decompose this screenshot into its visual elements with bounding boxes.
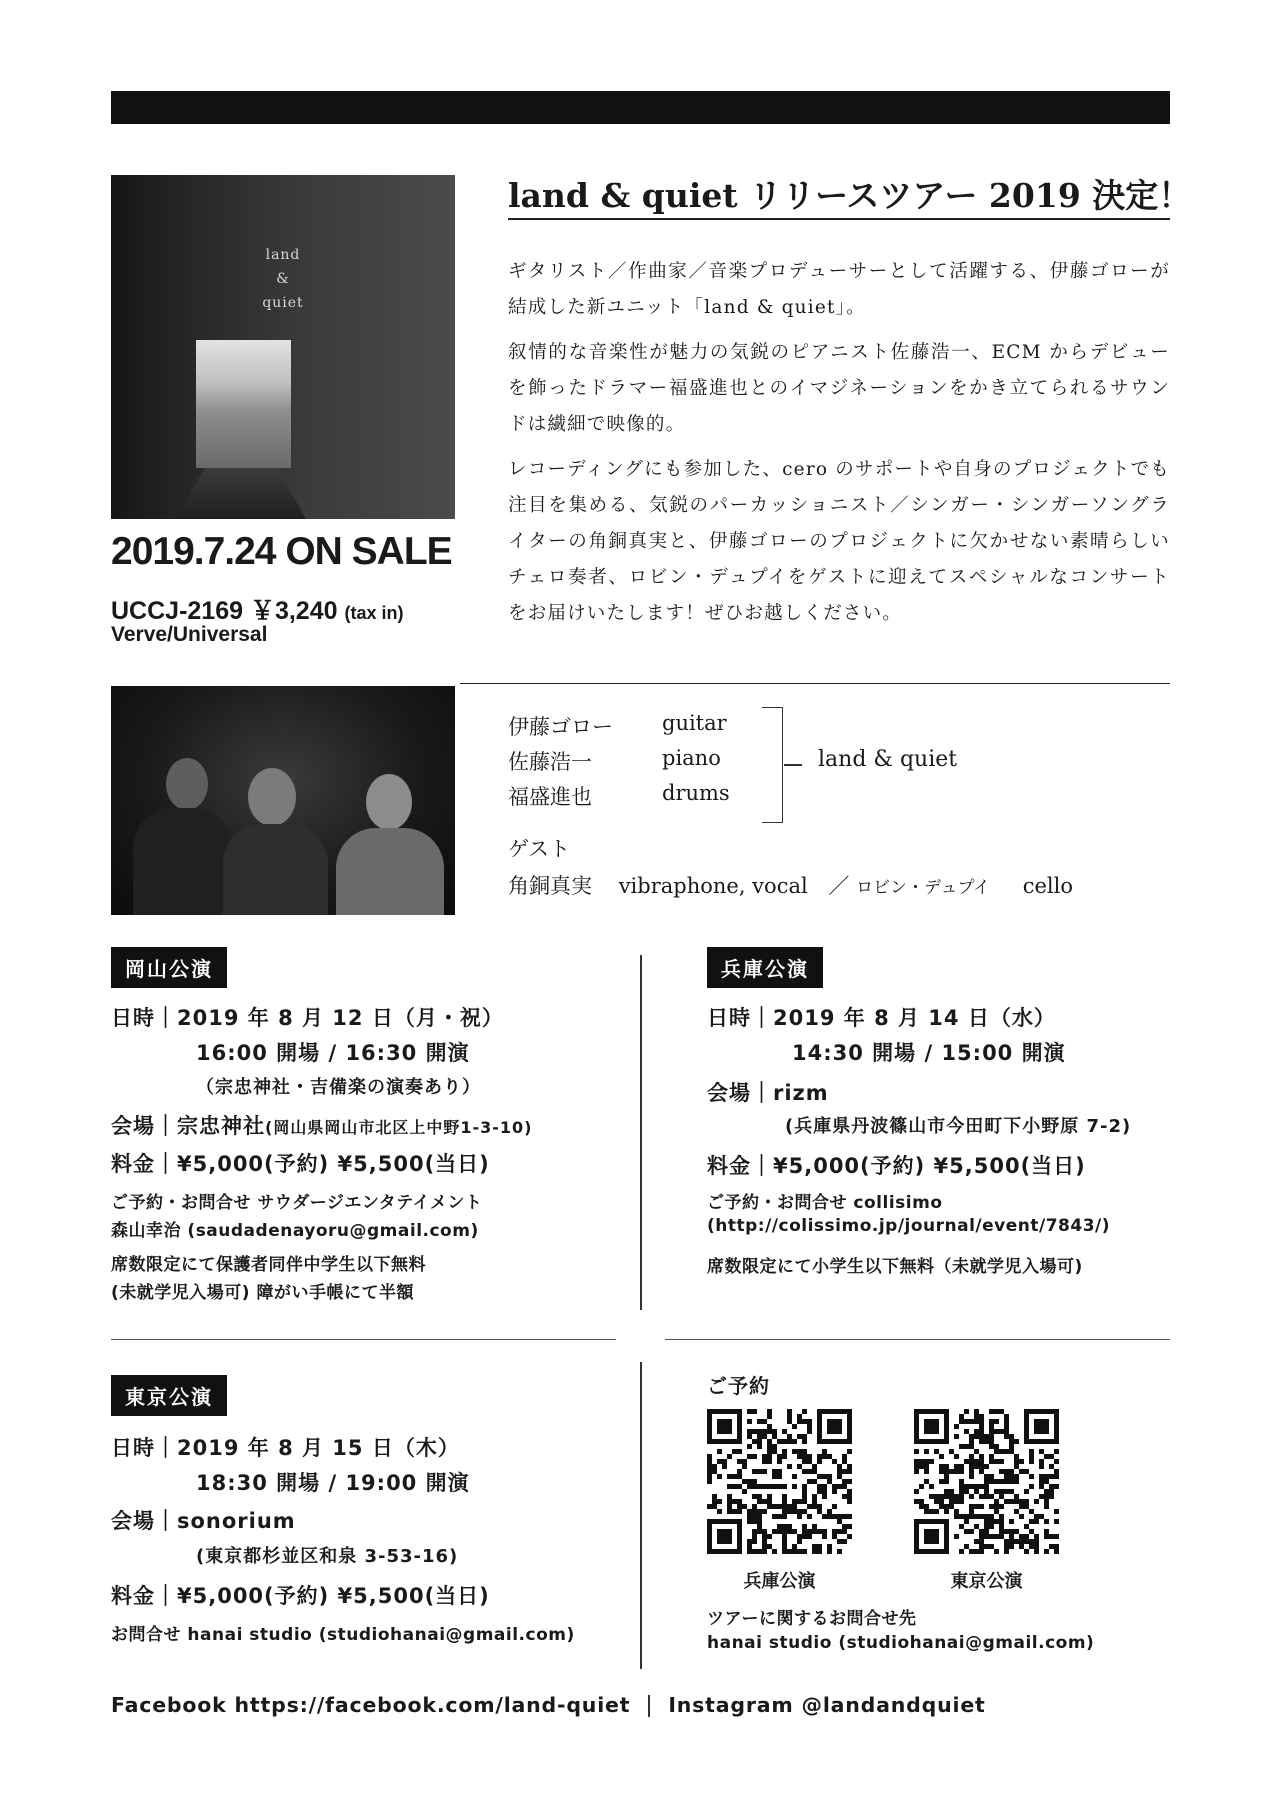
reservation-title: ご予約 xyxy=(707,1374,770,1398)
member-photo-3-body xyxy=(336,828,444,915)
okayama-venue-row xyxy=(111,1110,532,1140)
tokyo-price: ¥5,000(予約) ¥5,500(当日) xyxy=(177,1584,490,1608)
tokyo-contact: お問合せ hanai studio (studiohanai@gmail.com) xyxy=(111,1625,575,1645)
guest-2-name: ロビン・デュプイ xyxy=(856,878,991,898)
cover-title-amp: & xyxy=(276,271,290,287)
tour-contact-title: ツアーに関するお問合せ先 xyxy=(707,1609,917,1629)
top-black-bar xyxy=(111,91,1170,124)
release-tax: (tax in) xyxy=(344,603,404,623)
hyogo-date: 2019 年 8 月 14 日（水） xyxy=(773,1006,1056,1030)
okayama-contact-title: ご予約・お問合せ サウダージエンタテイメント xyxy=(111,1193,483,1213)
release-date: 2019.7.24 ON SALE xyxy=(111,530,452,573)
tokyo-venue-row xyxy=(111,1505,296,1535)
okayama-date-label: 日時｜ xyxy=(111,1006,177,1030)
tokyo-tag: 東京公演 xyxy=(111,1375,227,1416)
qr-code-hyogo[interactable] xyxy=(707,1409,852,1554)
intro-paragraph-1: ギタリスト／作曲家／音楽プロデューサーとして活躍する、伊藤ゴローが結成した新ユニット「land & quiet」。 xyxy=(508,261,1170,318)
tokyo-date: 2019 年 8 月 15 日（木） xyxy=(177,1436,460,1460)
tokyo-date-label: 日時｜ xyxy=(111,1436,177,1460)
cover-doorway-image xyxy=(196,340,291,468)
section-separator xyxy=(460,683,1170,684)
hyogo-time: 14:30 開場 / 15:00 開演 xyxy=(792,1041,1066,1065)
guest-1-name: 角銅真実 xyxy=(508,874,592,898)
member-name-2: 佐藤浩一 xyxy=(508,750,592,774)
cover-title-land: land xyxy=(265,247,301,263)
vertical-divider-bottom xyxy=(640,1362,642,1669)
footer xyxy=(111,1693,986,1717)
headline-underline xyxy=(508,218,1170,220)
guest-1-instrument: vibraphone, vocal xyxy=(618,874,808,898)
member-photo-1-body xyxy=(133,808,233,915)
hyogo-tag: 兵庫公演 xyxy=(707,947,823,988)
okayama-tag: 岡山公演 xyxy=(111,947,227,988)
member-photo-3-head xyxy=(366,774,412,830)
okayama-note-free: 席数限定にて保護者同伴中学生以下無料 xyxy=(111,1255,426,1275)
headline: land & quiet リリースツアー 2019 決定！ xyxy=(508,176,1192,215)
member-bracket-tick xyxy=(784,764,802,766)
horizontal-separator-left xyxy=(111,1339,616,1340)
tokyo-address: (東京都杉並区和泉 3-53-16) xyxy=(196,1546,459,1567)
guest-label: ゲスト xyxy=(508,837,571,861)
member-instrument-3: drums xyxy=(662,781,730,805)
cover-path-image xyxy=(176,468,306,519)
tokyo-price-label: 料金｜ xyxy=(111,1584,177,1608)
horizontal-separator-right xyxy=(665,1339,1170,1340)
okayama-contact: 森山幸治 (saudadenayoru@gmail.com) xyxy=(111,1221,479,1241)
band-name: land & quiet xyxy=(818,747,958,772)
hyogo-address: (兵庫県丹波篠山市今田町下小野原 7-2) xyxy=(785,1116,1132,1137)
okayama-note: （宗忠神社・吉備楽の演奏あり） xyxy=(196,1077,481,1098)
okayama-note-discount: (未就学児入場可) 障がい手帳にて半額 xyxy=(111,1283,414,1303)
guest-line xyxy=(508,870,1073,900)
member-name-3: 福盛進也 xyxy=(508,785,592,809)
tokyo-venue-label: 会場｜ xyxy=(111,1509,177,1533)
hyogo-date-row xyxy=(707,1002,1056,1032)
vertical-divider-top xyxy=(640,955,642,1310)
okayama-price-row xyxy=(111,1148,490,1178)
hyogo-venue: rizm xyxy=(773,1081,829,1105)
guest-2-instrument: cello xyxy=(1022,874,1073,898)
hyogo-venue-label: 会場｜ xyxy=(707,1081,773,1105)
release-code-price: UCCJ-2169 ￥3,240 xyxy=(111,597,338,625)
member-photo-1-head xyxy=(166,758,208,810)
footer-divider xyxy=(648,1695,650,1717)
member-photo-2-body xyxy=(223,824,328,915)
hyogo-price: ¥5,000(予約) ¥5,500(当日) xyxy=(773,1154,1086,1178)
okayama-price: ¥5,000(予約) ¥5,500(当日) xyxy=(177,1152,490,1176)
tokyo-price-row xyxy=(111,1580,490,1610)
cover-title-quiet: quiet xyxy=(262,295,304,311)
hyogo-contact-url[interactable]: (http://colissimo.jp/journal/event/7843/) xyxy=(707,1216,1111,1236)
member-photo-2-head xyxy=(248,768,296,826)
member-bracket xyxy=(762,707,783,823)
qr-label-hyogo: 兵庫公演 xyxy=(743,1571,816,1592)
okayama-time: 16:00 開場 / 16:30 開演 xyxy=(196,1041,470,1065)
okayama-venue-label: 会場｜ xyxy=(111,1114,177,1138)
tokyo-venue: sonorium xyxy=(177,1509,296,1533)
okayama-price-label: 料金｜ xyxy=(111,1152,177,1176)
instagram-link[interactable]: Instagram @landandquiet xyxy=(668,1693,986,1717)
hyogo-price-label: 料金｜ xyxy=(707,1154,773,1178)
hyogo-contact-title: ご予約・お問合せ collisimo xyxy=(707,1193,943,1213)
guest-separator: ／ xyxy=(828,874,850,898)
okayama-date-row xyxy=(111,1002,504,1032)
hyogo-note-free: 席数限定にて小学生以下無料（未就学児入場可) xyxy=(707,1257,1083,1277)
hyogo-venue-row xyxy=(707,1077,829,1107)
qr-label-tokyo: 東京公演 xyxy=(950,1571,1023,1592)
member-name-1: 伊藤ゴロー xyxy=(508,715,613,739)
band-photo xyxy=(111,686,455,915)
release-label: Verve/Universal xyxy=(111,623,268,646)
release-code xyxy=(111,591,403,627)
intro-paragraph-2: 叙情的な音楽性が魅力の気鋭のピアニスト佐藤浩一、ECM からデビューを飾ったドラマー福盛進也とのイマジネーションをかき立てられるサウンドは繊細で映像的。 xyxy=(508,342,1170,435)
okayama-venue: 宗忠神社 xyxy=(177,1114,265,1138)
tokyo-date-row xyxy=(111,1432,460,1462)
intro-paragraph-3: レコーディングにも参加した、cero のサポートや自身のプロジェクトでも注目を集める、気鋭のパーカッショニスト／シンガー・シンガーソングライターの角銅真実と、伊藤ゴローのプロジェクトに欠かせない素晴らしいチェロ奏者、ロビン・デュプイをゲストに迎えてスペシャルなコンサートをお届けいたします！ぜひお越しください。 xyxy=(508,459,1170,624)
member-instrument-1: guitar xyxy=(662,711,727,735)
qr-code-tokyo[interactable] xyxy=(914,1409,1059,1554)
hyogo-price-row xyxy=(707,1150,1086,1180)
facebook-link[interactable]: Facebook https://facebook.com/land-quiet xyxy=(111,1693,631,1717)
tour-contact: hanai studio (studiohanai@gmail.com) xyxy=(707,1633,1095,1653)
tokyo-time: 18:30 開場 / 19:00 開演 xyxy=(196,1471,470,1495)
album-cover xyxy=(111,175,455,519)
member-instrument-2: piano xyxy=(662,746,721,770)
hyogo-date-label: 日時｜ xyxy=(707,1006,773,1030)
okayama-address: (岡山県岡山市北区上中野1-3-10) xyxy=(265,1118,533,1137)
okayama-date: 2019 年 8 月 12 日（月・祝） xyxy=(177,1006,504,1030)
